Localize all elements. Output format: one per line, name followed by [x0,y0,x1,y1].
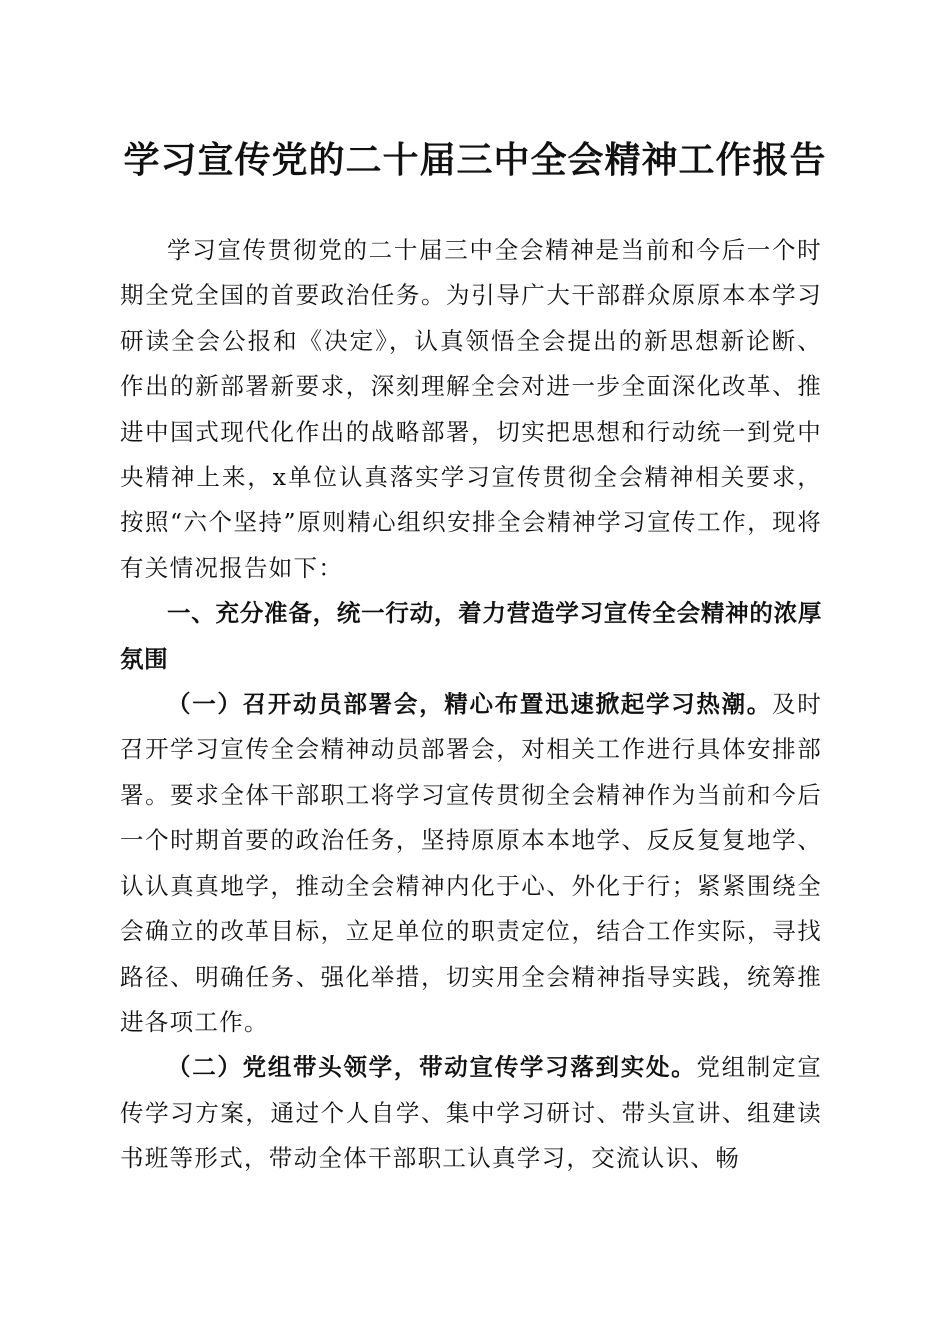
subsection-text-1: 及时召开学习宣传全会精神动员部署会，对相关工作进行具体安排部署。要求全体干部职工将学习宣传贯彻全会精神作为当前和今后一个时期首要的政治任务，坚持原原本本地学、反反复复地学、认认真真地学，推动全会精神内化于心、外化于行；紧紧围绕全会确立的改革目标，立足单位的职责定位，结合工作实际，寻找路径、明确任务、强化举措，切实用全会精神指导实践，统筹推进各项工作。 [120,690,822,1036]
subsection-text-2: 党组制定宣传学习方案，通过个人自学、集中学习研讨、带头宣讲、组建读书班等形式，带动全体干部职工认真学习，交流认识、畅 [120,1053,822,1173]
section-heading-1: 一、充分准备，统一行动，着力营造学习宣传全会精神的浓厚氛围 [120,599,822,673]
document-title: 学习宣传党的二十届三中全会精神工作报告 [123,139,827,181]
subsection-lead-1: （一）召开动员部署会，精心布置迅速掀起学习热潮。 [167,690,772,719]
subsection-paragraph-1 [120,682,822,1045]
subsection-lead-2: （二）党组带头领学，带动宣传学习落到实处。 [167,1053,697,1082]
document-body [120,228,822,1182]
intro-paragraph: 学习宣传贯彻党的二十届三中全会精神是当前和今后一个时期全党全国的首要政治任务。为引导广大干部群众原原本本学习研读全会公报和《决定》，认真领悟全会提出的新思想新论断、作出的新部署新要求，深刻理解全会对进一步全面深化改革、推进中国式现代化作出的战略部署，切实把思想和行动统一到党中央精神上来，x单位认真落实学习宣传贯彻全会精神相关要求，按照“六个坚持”原则精心组织安排全会精神学习宣传工作，现将有关情况报告如下： [120,236,822,582]
subsection-paragraph-2 [120,1045,822,1181]
